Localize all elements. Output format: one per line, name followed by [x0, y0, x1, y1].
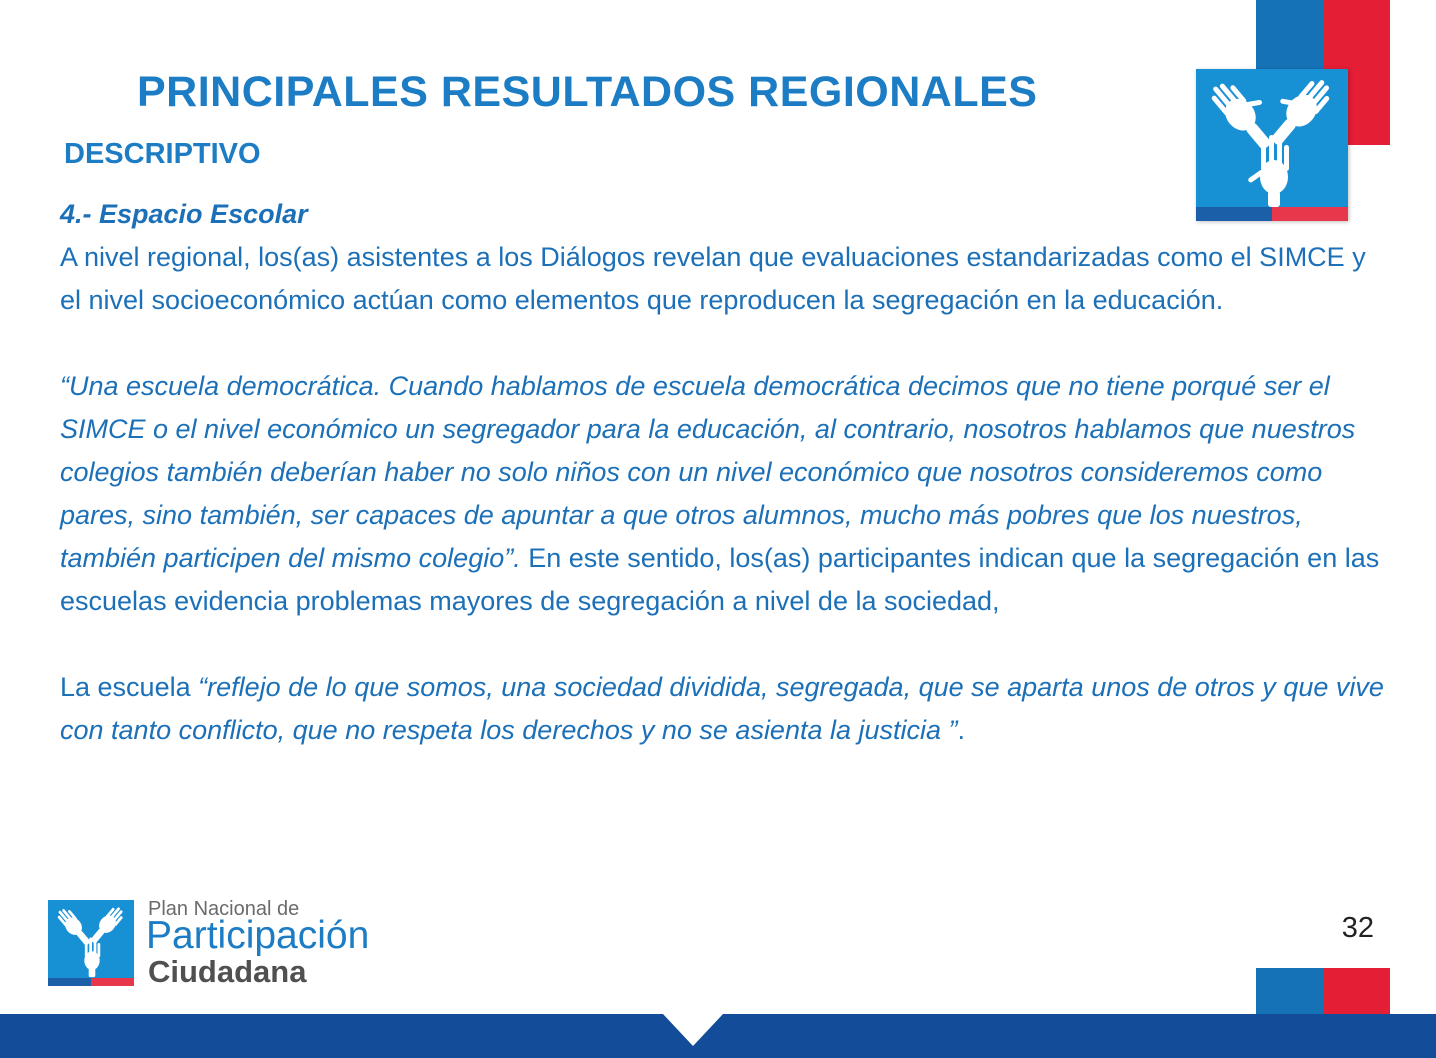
closing-suffix: . — [957, 715, 966, 745]
brand-line-3: Ciudadana — [148, 954, 307, 989]
page-number: 32 — [1341, 912, 1374, 944]
brand-line-1: Plan Nacional de — [148, 898, 300, 920]
page-title: PRINCIPALES RESULTADOS REGIONALES — [137, 68, 1038, 116]
brand-line-2: Participación — [146, 914, 370, 957]
corner-tab-red-bottom — [1324, 968, 1390, 1018]
page-subtitle: DESCRIPTIVO — [64, 138, 261, 170]
footer-notch — [663, 1014, 723, 1046]
closing-prefix: La escuela — [60, 672, 199, 702]
quote-democratic-school: “Una escuela democrática. Cuando hablamos de escuela democrática decimos que no tiene porqué ser el SIMCE o el nivel económico un segregador para la educación, al contrario, nosotros hablamos que nuestros colegios también deberían haber no solo niños con un nivel económico que nosotros consideremos como pares, sino también, ser capaces de apuntar a que otros alumnos, mucho más pobres que los nuestros, también participen del mismo colegio”. — [60, 371, 1356, 573]
intro-paragraph: A nivel regional, los(as) asistentes a los Diálogos revelan que evaluaciones estandarizadas como el SIMCE y el nivel socioeconómico actúan como elementos que reproducen la segregación en la educación. — [60, 242, 1366, 315]
paragraph-spacer — [60, 623, 1390, 666]
section-heading: 4.- Espacio Escolar — [60, 199, 308, 229]
commentary-text: En este sentido, los(as) participantes indican que la segregación en las escuelas evidencia problemas mayores de segregación a nivel de la sociedad, — [60, 543, 1380, 616]
quote-paragraph — [60, 365, 1390, 623]
closing-paragraph — [60, 666, 1390, 752]
main-content — [60, 193, 1390, 752]
corner-tab-blue-bottom — [1256, 968, 1324, 1018]
quote-school-reflection: “reflejo de lo que somos, una sociedad dividida, segregada, que se aparta unos de otros y que vive con tanto conflicto, que no respeta los derechos y no se asienta la justicia ” — [60, 672, 1384, 745]
paragraph-spacer — [60, 322, 1390, 365]
brand-hands-logo-icon — [48, 900, 134, 986]
